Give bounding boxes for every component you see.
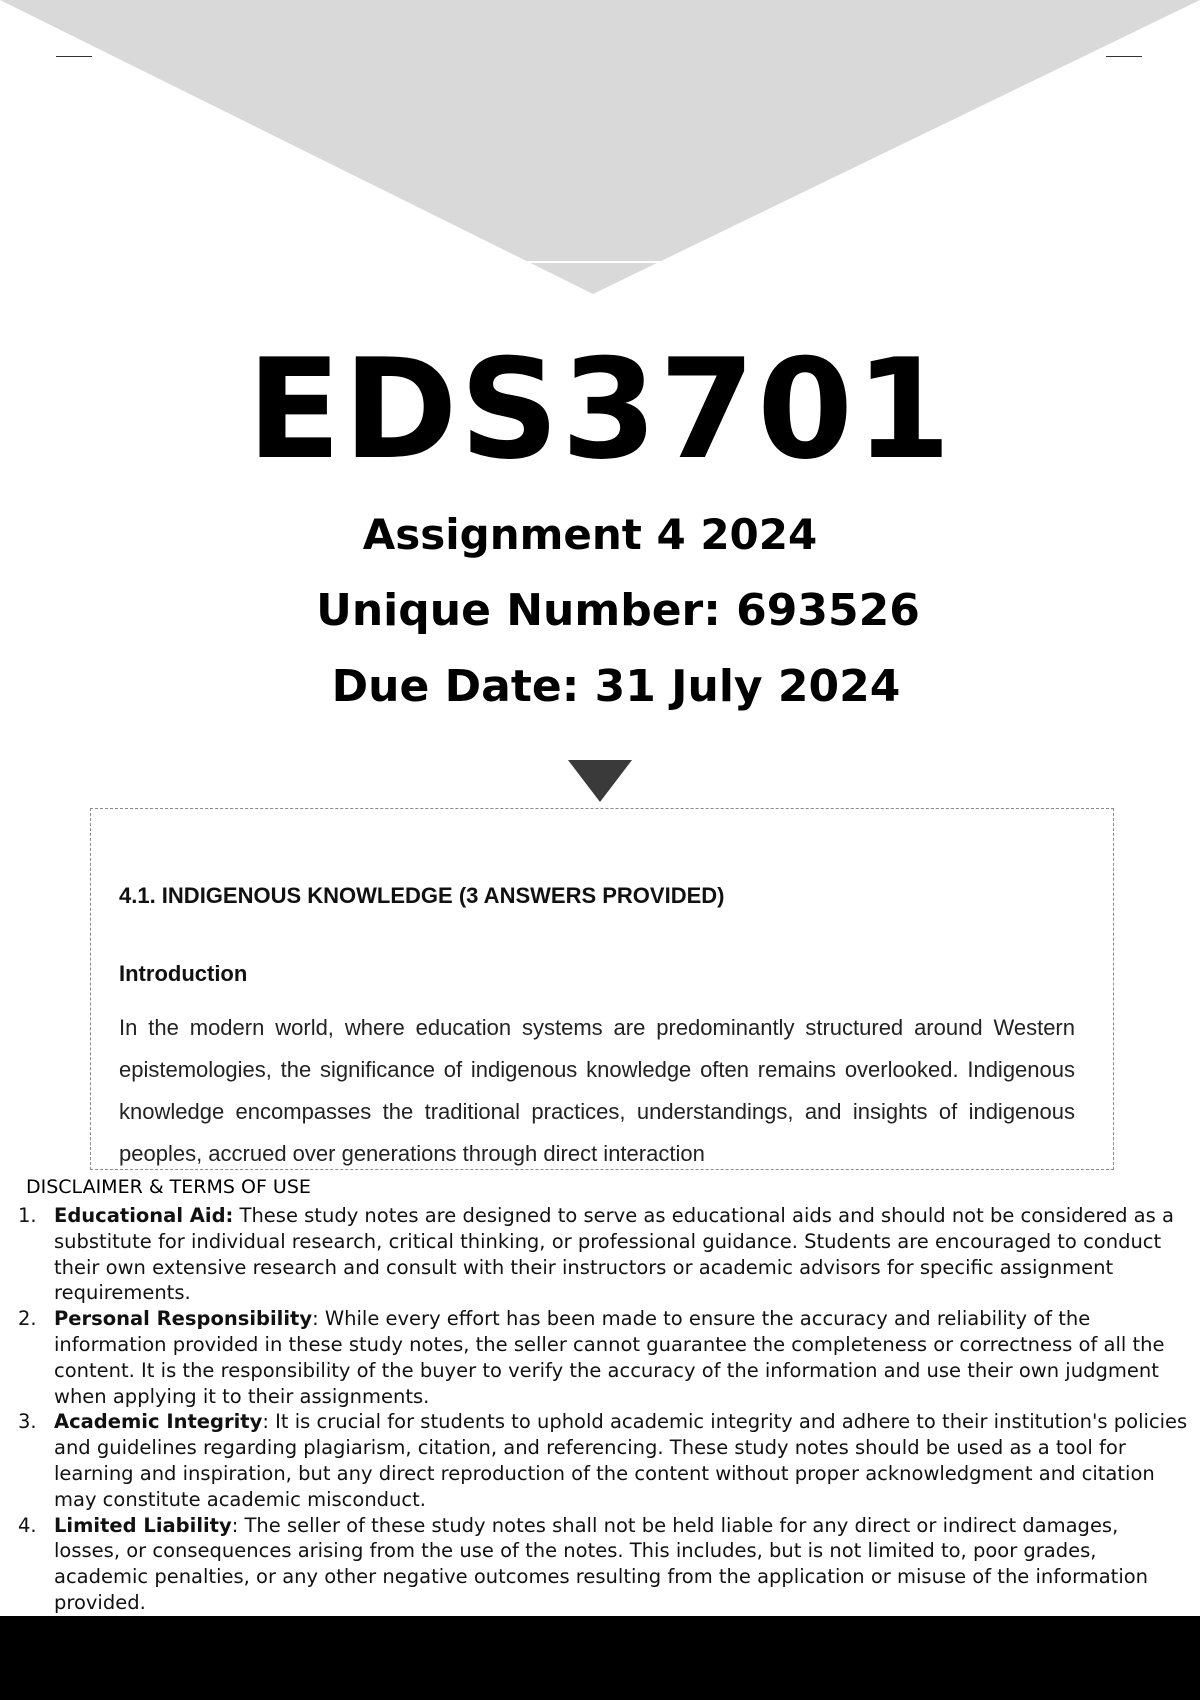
content-preview-box	[90, 808, 1114, 1170]
term-item	[0, 1513, 1190, 1616]
term-number: 1.	[18, 1204, 37, 1227]
terms-list	[0, 1203, 1190, 1616]
term-item	[0, 1306, 1190, 1409]
course-code-title: EDS3701	[246, 329, 954, 490]
term-title: Personal Responsibility	[54, 1307, 313, 1331]
term-item	[0, 1409, 1190, 1512]
bottom-bar	[0, 1616, 1200, 1700]
introduction-paragraph: In the modern world, where education systems are predominantly structured around Western epistemologies, the significance of indigenous knowledge often remains overlooked. Indigenous knowledge encompasses the traditional practices, understandings, and insights of indigenous peoples, accrued over generations through direct interaction	[119, 1015, 1075, 1166]
section-heading: 4.1. INDIGENOUS KNOWLEDGE (3 ANSWERS PROVIDED)	[119, 883, 725, 908]
term-title: Limited Liability	[54, 1513, 232, 1537]
due-date-label: Due Date: 31 July 2024	[331, 661, 901, 712]
down-arrow-icon	[568, 760, 632, 802]
header-banner	[0, 0, 1200, 300]
term-number: 3.	[18, 1410, 37, 1434]
term-number: 4.	[18, 1513, 37, 1537]
term-title: Academic Integrity	[54, 1410, 263, 1434]
term-title: Educational Aid:	[54, 1204, 234, 1227]
banner-chevron-shape	[0, 0, 1200, 294]
term-text: These study notes are designed to serve as educational aids and should not be considered as a substitute for individual research, critical thinking, or professional guidance. Students are encouraged to conduct their own extensive research and consult with their instructors or academic advisors for specific assignment requirements.	[54, 1204, 1174, 1305]
term-text: : The seller of these study notes shall not be held liable for any direct or indirect damages, losses, or consequences arising from the use of the notes. This includes, but is not limited to, poor grades, academic penalties, or any other negative outcomes resulting from the application or misuse of the information provided.	[54, 1513, 1149, 1614]
disclaimer-title: DISCLAIMER & TERMS OF USE	[26, 1176, 315, 1198]
term-text: : It is crucial for students to uphold academic integrity and adhere to their institution's policies and guidelines regarding plagiarism, citation, and referencing. These study notes should be used as a tool for learning and inspiration, but any direct reproduction of the content without proper acknowledgment and citation may constitute academic misconduct.	[54, 1410, 1188, 1511]
term-number: 2.	[18, 1307, 37, 1331]
unique-number-label: Unique Number: 693526	[316, 585, 920, 636]
corner-mark-right	[1106, 56, 1142, 57]
term-text: : While every effort has been made to ensure the accuracy and reliability of the information provided in these study notes, the seller cannot guarantee the completeness or correctness of all the content. It is the responsibility of the buyer to verify the accuracy of the information and use their own judgment when applying it to their assignments.	[54, 1307, 1165, 1408]
assignment-label: Assignment 4 2024	[362, 510, 818, 559]
introduction-heading: Introduction	[119, 961, 248, 986]
corner-mark-left	[56, 56, 92, 57]
term-item	[0, 1203, 1190, 1306]
